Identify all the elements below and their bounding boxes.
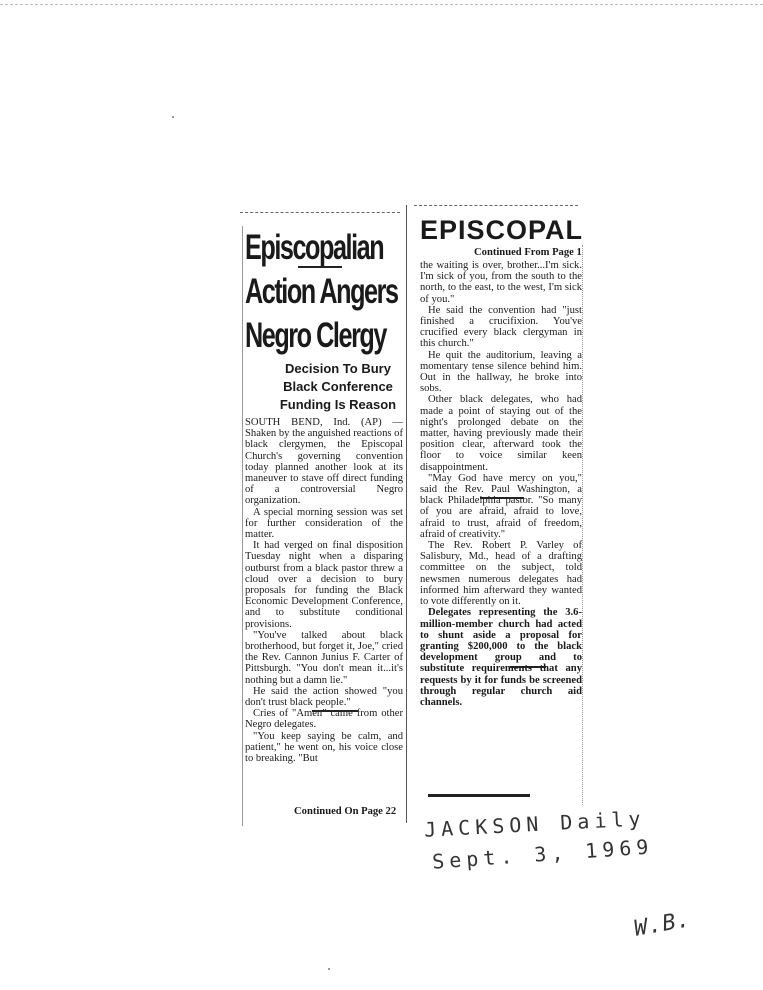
paragraph: Delegates representing the 3.6-million-member church had acted to shunt aside a proposal for granting $200,000 to the black development group and to substitute requirements that any requests by it for funds be screened through regular church aid channels. [420, 607, 582, 708]
column-divider [406, 205, 407, 823]
scan-speck [172, 116, 174, 118]
subheadline-line: Black Conference [283, 379, 393, 394]
subheadline-line: Funding Is Reason [279, 397, 397, 412]
paragraph: He quit the auditorium, leaving a momentary tense silence behind him. Out in the hallway, he broke into sobs. [420, 349, 582, 395]
pen-underline [480, 497, 524, 499]
jump-heading: EPISCOPAL [420, 215, 584, 245]
paragraph: SOUTH BEND, Ind. (AP) — Shaken by the anguished reactions of black clergymen, the Episcopal Church's governing convention today planned another look at its maneuver to stave off direct funding of a controversial Negro organization. [245, 417, 403, 507]
paragraph: "You keep saying be calm, and patient," he went on, his voice close to breaking. "But [245, 730, 403, 765]
column-right-rule [582, 245, 583, 805]
column-top-rule [240, 212, 400, 213]
paragraph: A special morning session was set for further consideration of the matter. [245, 506, 403, 541]
headline-line: Episcopalian [245, 228, 384, 267]
pen-underline [312, 710, 358, 712]
paragraph: Other black delegates, who had made a point of staying out of the night's prolonged debate on the matter, having previously made their position clear, afterward took the floor to voice similar keen disappointment. [420, 394, 582, 473]
scan-edge [0, 4, 763, 5]
headline-line: Negro Clergy [245, 316, 386, 355]
handwritten-source: JACKSON Daily [423, 806, 647, 842]
article-body [245, 417, 403, 764]
article-column-right [414, 205, 586, 825]
paragraph: the waiting is over, brother...I'm sick. I'm sick of you, from the south to the north, to the east, to the west, I'm sick of you." [420, 260, 582, 305]
pen-underline [428, 794, 530, 797]
paragraph: "May God have mercy on you," said the Rev. Paul Washington, a black Philadelphia pastor. "So many of you are afraid, afraid to love, afraid to trust, afraid of freedom, afraid of creativity." [420, 472, 582, 540]
scan-speck [328, 968, 330, 970]
paragraph: The Rev. Robert P. Varley of Salisbury, Md., head of a drafting committee on the subject, told newsmen numerous delegates had informed him afterward they wanted to vote differently on it. [420, 540, 582, 608]
paragraph: Cries of "Amen" came from other Negro delegates. [245, 708, 403, 731]
paragraph: He said the action showed "you don't trust black people." [245, 685, 403, 709]
headline [245, 226, 398, 358]
pen-underline [298, 266, 342, 268]
column-left-rule [242, 226, 243, 826]
continued-notice: Continued On Page 22 [294, 806, 397, 817]
handwritten-date: Sept. 3, 1969 [431, 834, 655, 874]
article-body [420, 260, 582, 708]
subheadline-line: Decision To Bury [285, 361, 391, 376]
handwritten-initials: W.B. [632, 907, 693, 942]
paragraph: "You've talked about black brotherhood, but forget it, Joe," cried the Rev. Cannon Junius F. Carter of Pittsburgh. "You don't mean it...it's nothing but a damn lie." [245, 629, 403, 686]
paragraph: It had verged on final disposition Tuesday night when a disparing outburst from a black pastor threw a cloud over a decision to bury proposals for funding the Black Economic Development Conference, and to substitute conditional provisions. [245, 540, 403, 630]
subheadline [268, 360, 408, 414]
pen-underline [510, 666, 546, 668]
article-column-left [240, 212, 406, 832]
paragraph: He said the convention had "just finished a crucifixion. You've crucified every black clergyman in this church." [420, 304, 582, 350]
column-top-rule [414, 205, 578, 206]
continued-from-notice: Continued From Page 1 [474, 247, 582, 258]
headline-line: Action Angers [245, 272, 398, 311]
